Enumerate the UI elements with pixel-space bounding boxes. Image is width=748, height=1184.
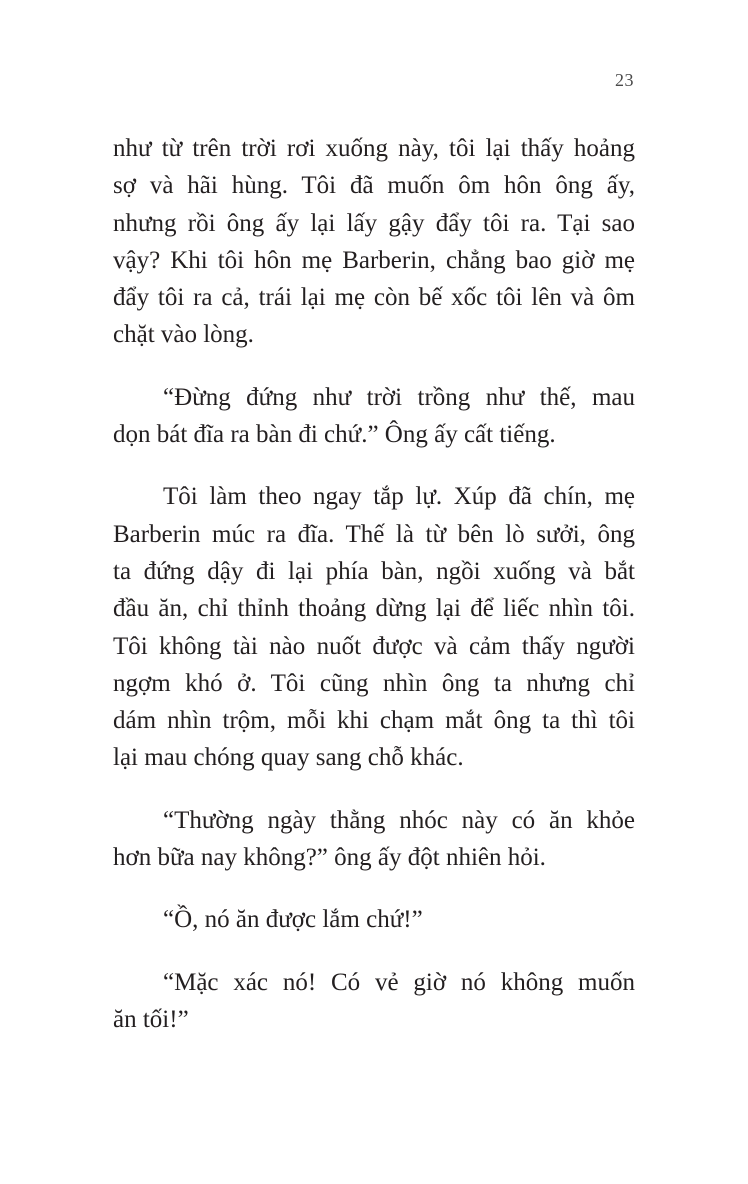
text-line: Tôi không tài nào nuốt được và cảm thấy người: [113, 632, 635, 660]
text-line: như từ trên trời rơi xuống này, tôi lại thấy hoảng: [113, 135, 635, 162]
text-line: hơn bữa nay không?” ông ấy đột nhiên hỏi.: [113, 844, 546, 872]
text-line: chặt vào lòng.: [113, 321, 254, 349]
paragraph-5: [113, 901, 635, 938]
text-line: Barberin múc ra đĩa. Thế là từ bên lò sưởi, ông: [113, 520, 635, 548]
text-line: ta đứng dậy đi lại phía bàn, ngồi xuống và bắt: [113, 557, 635, 585]
text-line: vậy? Khi tôi hôn mẹ Barberin, chẳng bao giờ mẹ: [113, 246, 635, 274]
text-line: “Đừng đứng như trời trồng như thế, mau: [163, 383, 635, 411]
text-line: “Mặc xác nó! Có vẻ giờ nó không muốn: [163, 968, 635, 996]
text-line: lại mau chóng quay sang chỗ khác.: [113, 744, 464, 772]
paragraph-3: [113, 478, 635, 776]
body-text: [113, 130, 635, 1063]
text-line: “Ồ, nó ăn được lắm chứ!”: [163, 906, 423, 934]
text-line: nhưng rồi ông ấy lại lấy gậy đẩy tôi ra. Tại sao: [113, 209, 635, 237]
text-line: “Thường ngày thằng nhóc này có ăn khỏe: [163, 806, 635, 834]
paragraph-4: [113, 802, 635, 877]
text-line: dám nhìn trộm, mỗi khi chạm mắt ông ta thì tôi: [113, 707, 635, 735]
page-number: 23: [615, 70, 634, 90]
text-line: Tôi làm theo ngay tắp lự. Xúp đã chín, mẹ: [163, 483, 635, 511]
text-line: ăn tối!”: [113, 1005, 189, 1033]
text-line: đầu ăn, chỉ thỉnh thoảng dừng lại để liếc nhìn tôi.: [113, 595, 635, 623]
paragraph-2: [113, 379, 635, 454]
paragraph-1: [113, 130, 635, 354]
text-line: sợ và hãi hùng. Tôi đã muốn ôm hôn ông ấy,: [113, 172, 635, 200]
text-line: đẩy tôi ra cả, trái lại mẹ còn bế xốc tôi lên và ôm: [113, 284, 635, 312]
text-line: ngợm khó ở. Tôi cũng nhìn ông ta nhưng chỉ: [113, 669, 635, 697]
text-line: dọn bát đĩa ra bàn đi chứ.” Ông ấy cất tiếng.: [113, 421, 556, 449]
paragraph-6: [113, 964, 635, 1039]
